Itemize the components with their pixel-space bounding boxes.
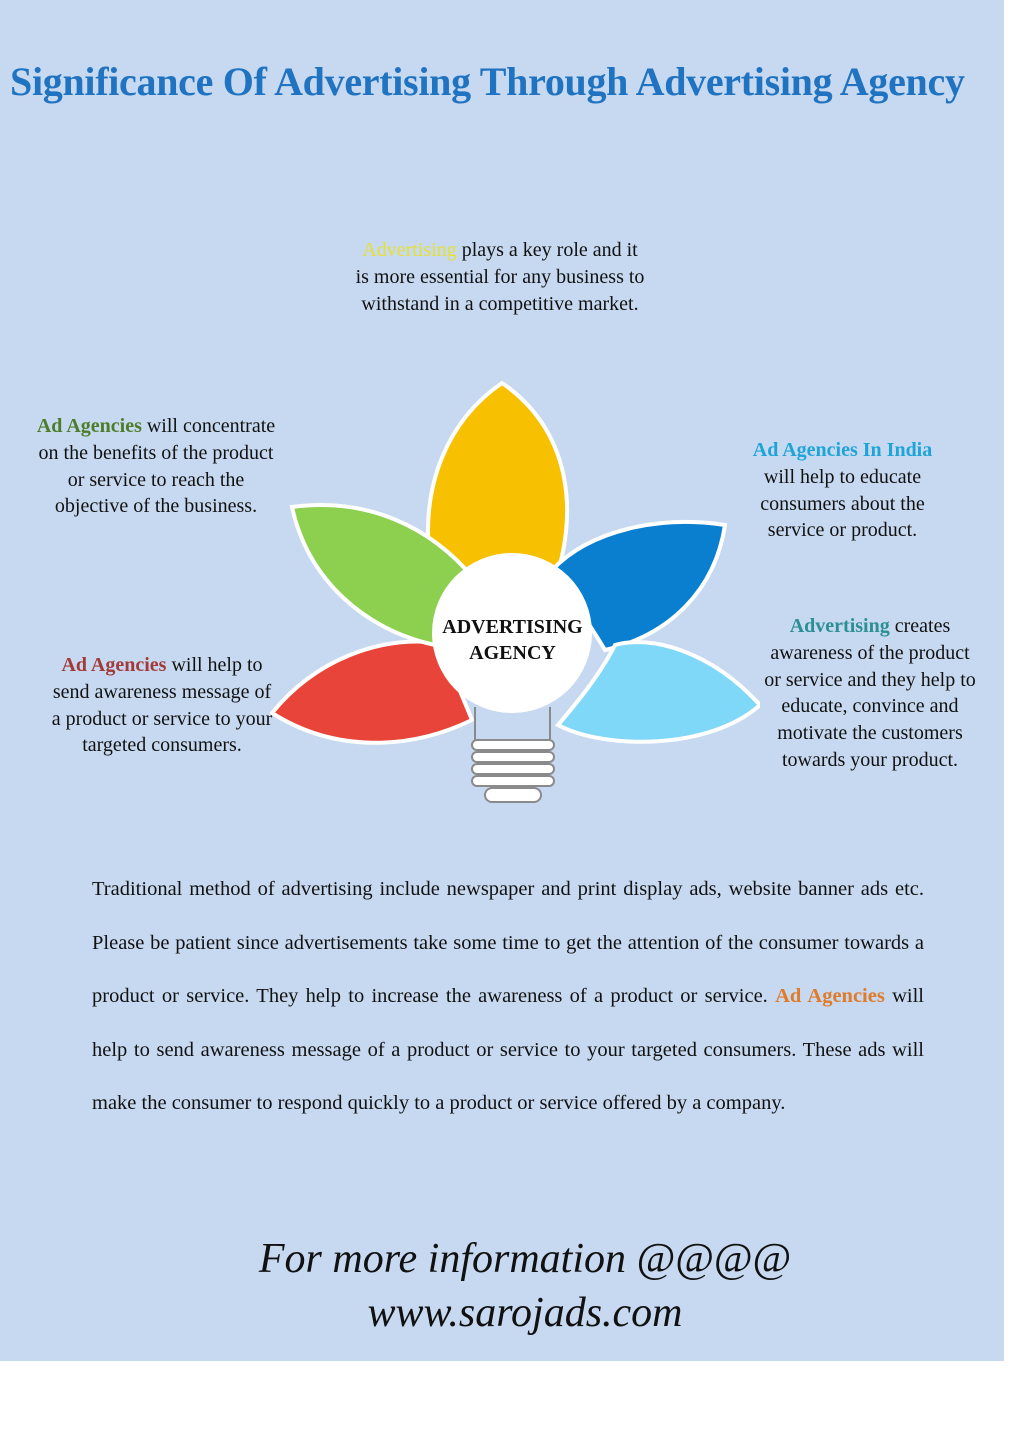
callout-right-lower xyxy=(760,613,980,774)
callout-right-upper-text: will help to educate consumers about the service or product. xyxy=(760,465,925,542)
callout-top-highlight: Advertising xyxy=(362,239,457,261)
page-title: Significance Of Advertising Through Advertising Agency xyxy=(10,59,965,104)
footer-website-link[interactable]: www.sarojads.com xyxy=(367,1290,683,1336)
callout-left-lower-highlight: Ad Agencies xyxy=(61,654,167,676)
callout-left-lower xyxy=(50,652,274,759)
callout-top xyxy=(355,237,645,317)
callout-left-upper-text: will concentrate on the benefits of the product or service to reach the objective of the business. xyxy=(38,415,276,518)
callout-right-upper-highlight: Ad Agencies In India xyxy=(752,439,933,461)
callout-right-lower-text: creates awareness of the product or service and they help to educate, convince and motivate the customers towards your product. xyxy=(764,615,976,771)
callout-top-text: plays a key role and it is more essential for any business to withstand in a competitive market. xyxy=(355,239,645,315)
bulb-base xyxy=(472,740,554,802)
callout-left-lower-text: will help to send awareness message of a product or service to your targeted consumers. xyxy=(51,654,273,757)
lightbulb-flower-diagram xyxy=(270,375,760,810)
footer xyxy=(200,1232,850,1340)
callout-left-upper xyxy=(35,413,277,520)
center-label xyxy=(420,614,605,666)
callout-right-lower-highlight: Advertising xyxy=(789,615,890,637)
footer-info-line: For more information @@@@ xyxy=(258,1236,792,1282)
paragraph-text-before: Traditional method of advertising include newspaper and print display ads, website banner ads etc. Please be patient since advertisements take some time to get the attention of the consumer towards a product or service. They help to increase the awareness of a product or service. xyxy=(92,878,924,1008)
center-label-line2: AGENCY xyxy=(469,642,556,664)
lightbulb-icon xyxy=(270,375,760,810)
callout-right-upper xyxy=(735,437,950,544)
paragraph-text-after: will help to send awareness message of a product or service to your targeted consumers. These ads will make the consumer to respond quickly to a product or service offered by a company. xyxy=(92,985,925,1115)
callout-left-upper-highlight: Ad Agencies xyxy=(36,415,142,437)
paragraph-highlight: Ad Agencies xyxy=(775,985,885,1008)
center-label-line1: ADVERTISING xyxy=(442,616,583,638)
body-paragraph xyxy=(92,863,924,1131)
